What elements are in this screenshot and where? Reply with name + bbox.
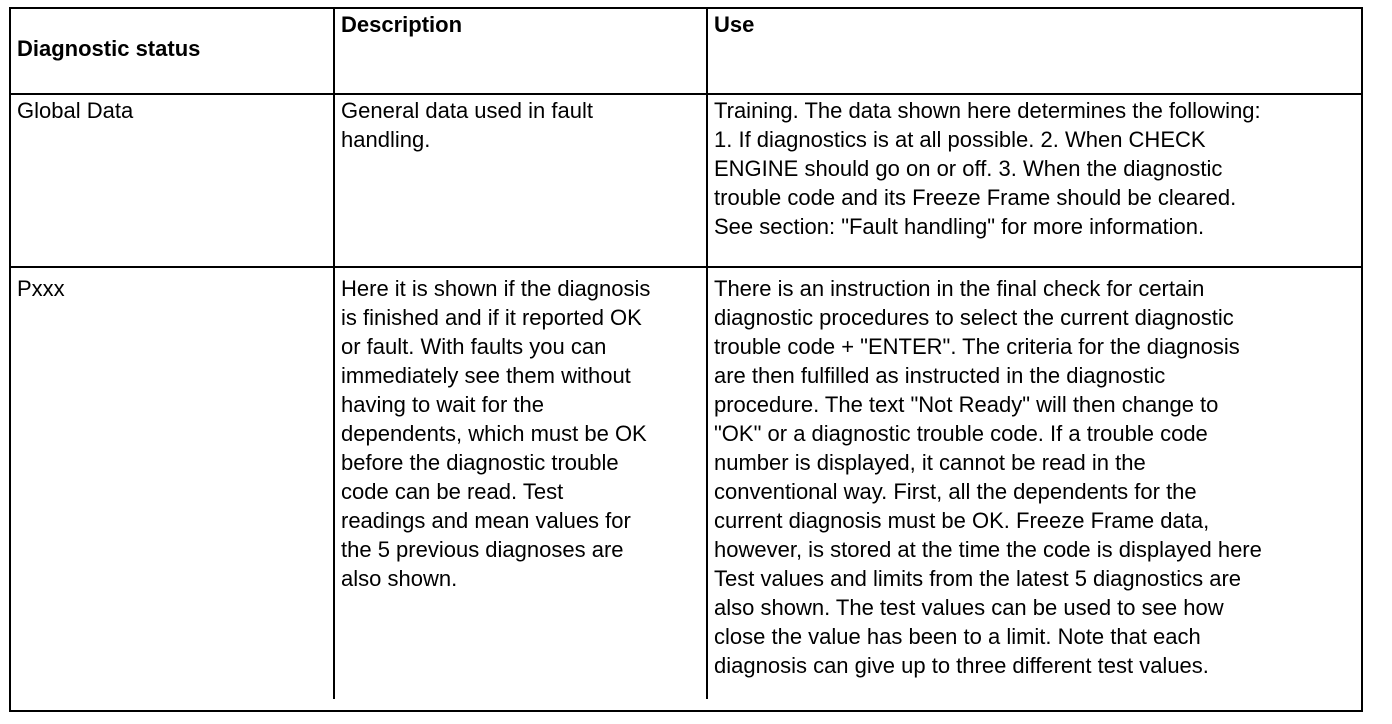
header-diagnostic-status: Diagnostic status bbox=[17, 36, 201, 61]
text-line: readings and mean values for bbox=[341, 508, 631, 533]
text-line: also shown. bbox=[341, 566, 458, 591]
header-description: Description bbox=[341, 12, 463, 37]
text-line: 1. If diagnostics is at all possible. 2. When CHECK bbox=[714, 127, 1206, 152]
text-line: trouble code + "ENTER". The criteria for the diagnosis bbox=[714, 334, 1240, 359]
text-line: trouble code and its Freeze Frame should be cleared. bbox=[714, 185, 1237, 210]
text-line: ENGINE should go on or off. 3. When the diagnostic bbox=[714, 156, 1223, 181]
text-line: General data used in fault bbox=[341, 98, 593, 123]
text-line: close the value has been to a limit. Note that each bbox=[714, 624, 1201, 649]
text-line: Here it is shown if the diagnosis bbox=[341, 276, 651, 301]
text-line: diagnostic procedures to select the current diagnostic bbox=[714, 305, 1234, 330]
text-line: handling. bbox=[341, 127, 431, 152]
text-line: number is displayed, it cannot be read in the bbox=[714, 450, 1146, 475]
text-line: immediately see them without bbox=[341, 363, 631, 388]
row-pxxx-status: Pxxx bbox=[17, 276, 65, 301]
text-line: conventional way. First, all the dependents for the bbox=[714, 479, 1197, 504]
text-line: current diagnosis must be OK. Freeze Frame data, bbox=[714, 508, 1210, 533]
text-line: having to wait for the bbox=[341, 392, 545, 417]
text-line: or fault. With faults you can bbox=[341, 334, 607, 359]
row-divider bbox=[11, 93, 1361, 95]
text-line: however, is stored at the time the code is displayed here bbox=[714, 537, 1262, 562]
row-pxxx-description bbox=[337, 274, 703, 593]
column-divider bbox=[333, 9, 335, 699]
text-line: is finished and if it reported OK bbox=[341, 305, 642, 330]
row-pxxx-use bbox=[710, 274, 1360, 680]
text-line: "OK" or a diagnostic trouble code. If a trouble code bbox=[714, 421, 1208, 446]
header-use: Use bbox=[714, 12, 755, 37]
text-line: the 5 previous diagnoses are bbox=[341, 537, 624, 562]
text-line: There is an instruction in the final check for certain bbox=[714, 276, 1205, 301]
text-line: procedure. The text "Not Ready" will then change to bbox=[714, 392, 1219, 417]
row-global-data-status: Global Data bbox=[17, 98, 134, 123]
text-line: also shown. The test values can be used to see how bbox=[714, 595, 1224, 620]
text-line: diagnosis can give up to three different test values. bbox=[714, 653, 1209, 678]
text-line: Test values and limits from the latest 5 diagnostics are bbox=[714, 566, 1242, 591]
text-line: dependents, which must be OK bbox=[341, 421, 647, 446]
text-line: See section: "Fault handling" for more information. bbox=[714, 214, 1205, 239]
diagnostic-status-table bbox=[9, 7, 1363, 712]
text-line: are then fulfilled as instructed in the diagnostic bbox=[714, 363, 1166, 388]
text-line: code can be read. Test bbox=[341, 479, 564, 504]
row-divider bbox=[11, 266, 1361, 268]
row-global-data-description bbox=[337, 96, 703, 154]
column-divider bbox=[706, 9, 708, 699]
row-global-data-use bbox=[710, 96, 1360, 241]
text-line: Training. The data shown here determines the following: bbox=[714, 98, 1261, 123]
text-line: before the diagnostic trouble bbox=[341, 450, 619, 475]
